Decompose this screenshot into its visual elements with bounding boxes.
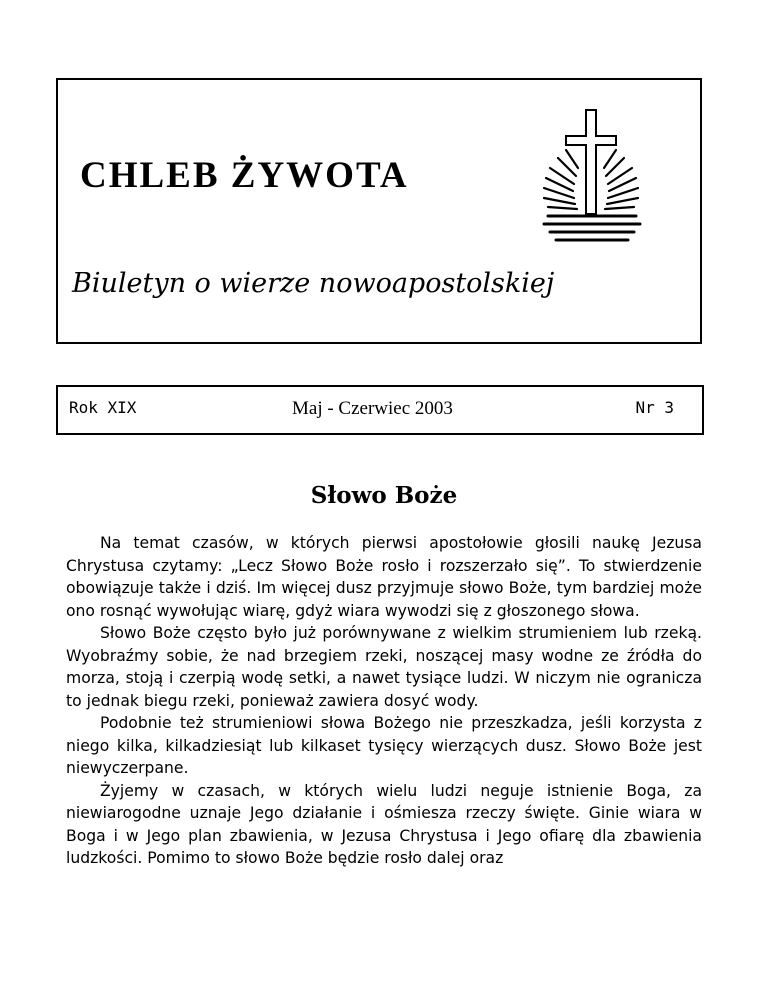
cross-sunrise-waves-icon xyxy=(536,106,648,248)
article-paragraph: Słowo Boże często było już porównywane z wielkim strumieniem lub rzeką. Wyobraźmy sobie, że nad brzegiem rzeki, noszącej masy wodne ze źródła do morza, stoją i czerpią wodę setki, a nawet tysiące ludzi. W niczym nie ogranicza to jednak biegu rzeki, ponieważ zawiera dosyć wody. xyxy=(66,624,702,710)
issue-info-bar xyxy=(56,385,704,435)
article-body xyxy=(66,532,702,870)
masthead-box xyxy=(56,78,702,344)
issue-year: Rok XIX xyxy=(69,398,137,417)
issue-number: Nr 3 xyxy=(635,398,674,417)
issue-date: Maj - Czerwiec 2003 xyxy=(292,398,453,419)
article-title: Słowo Boże xyxy=(310,482,458,509)
article-paragraph: Żyjemy w czasach, w których wielu ludzi neguje istnienie Boga, za niewiarogodne uznaje Jego działanie i ośmiesza rzeczy święte. Ginie wiara w Boga i w Jego plan zbawienia, w Jezusa Chrystusa i Jego ofiarę dla zbawienia ludzkości. Pomimo to słowo Boże będzie rosło dalej oraz xyxy=(66,781,702,867)
newsletter-title: CHLEB ŻYWOTA xyxy=(80,155,409,196)
article-paragraph: Na temat czasów, w których pierwsi apostołowie głosili naukę Jezusa Chrystusa czytamy: „Lecz Słowo Boże rosło i rozszerzało się”. To stwierdzenie obowiązuje także i dziś. Im więcej dusz przyjmuje słowo Boże, tym bardziej może ono rosnąć wywołując wiarę, gdyż wiara wywodzi się z głoszonego słowa. xyxy=(66,534,702,620)
article-paragraph: Podobnie też strumieniowi słowa Bożego nie przeszkadza, jeśli korzysta z niego kilka, kilkadziesiąt lub kilkaset tysięcy wierzących dusz. Słowo Boże jest niewyczerpane. xyxy=(66,714,702,777)
newsletter-subtitle: Biuletyn o wierze nowoapostolskiej xyxy=(72,268,555,299)
